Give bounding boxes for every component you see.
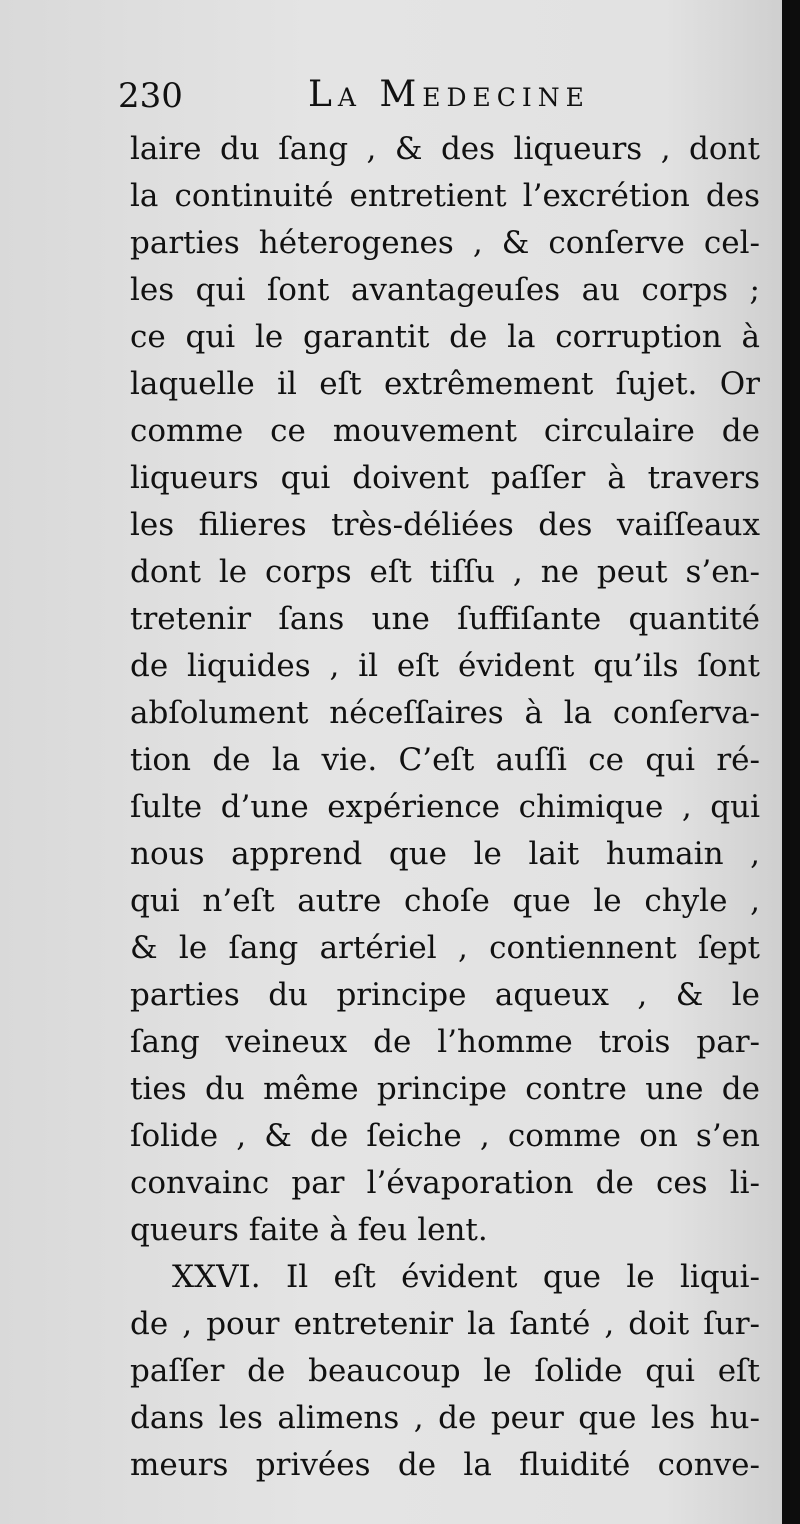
text-line: laire du ſang , & des liqueurs , dont <box>130 131 760 167</box>
running-title: La Medecine <box>308 74 590 115</box>
text-line: ties du même principe contre une de <box>130 1071 760 1107</box>
text-line: laquelle il eſt extrêmement ſujet. Or <box>130 366 760 402</box>
page-number: 230 <box>118 76 183 116</box>
page-header <box>118 74 738 124</box>
section-start-line: XXVI. Il eſt évident que le liqui- <box>172 1259 760 1295</box>
text-line: ſang veineux de l’homme trois par- <box>130 1024 760 1060</box>
text-line: liqueurs qui doivent paſſer à travers <box>130 460 760 496</box>
text-line: abſolument néceſſaires à la conſerva- <box>130 695 760 731</box>
text-line: dont le corps eſt tiſſu , ne peut s’en- <box>130 554 760 590</box>
page-edge-shadow <box>782 0 800 1524</box>
text-line: comme ce mouvement circulaire de <box>130 413 760 449</box>
text-line: les qui ſont avantageuſes au corps ; <box>130 272 760 308</box>
text-line: dans les alimens , de peur que les hu- <box>130 1400 760 1436</box>
text-line: parties du principe aqueux , & le <box>130 977 760 1013</box>
text-line: ce qui le garantit de la corruption à <box>130 319 760 355</box>
text-line: paſſer de beaucoup le ſolide qui eſt <box>130 1353 760 1389</box>
text-line: parties héterogenes , & conſerve cel- <box>130 225 760 261</box>
text-line: de liquides , il eſt évident qu’ils ſont <box>130 648 760 684</box>
text-line: les filieres très-déliées des vaiſſeaux <box>130 507 760 543</box>
text-line: tretenir ſans une ſuffiſante quantité <box>130 601 760 637</box>
text-line: queurs faite à feu lent. <box>130 1212 488 1248</box>
text-line: ſulte d’une expérience chimique , qui <box>130 789 760 825</box>
text-line: qui n’eſt autre choſe que le chyle , <box>130 883 760 919</box>
text-line: de , pour entretenir la ſanté , doit ſur- <box>130 1306 760 1342</box>
text-line: convainc par l’évaporation de ces li- <box>130 1165 760 1201</box>
text-line: ſolide , & de ſeiche , comme on s’en <box>130 1118 760 1154</box>
text-line: meurs privées de la fluidité conve- <box>130 1447 760 1483</box>
text-line: & le ſang artériel , contiennent ſept <box>130 930 760 966</box>
text-line: nous apprend que le lait humain , <box>130 836 760 872</box>
body-text <box>130 126 760 1489</box>
text-line: tion de la vie. C’eſt auſſi ce qui ré- <box>130 742 760 778</box>
text-line: la continuité entretient l’excrétion des <box>130 178 760 214</box>
